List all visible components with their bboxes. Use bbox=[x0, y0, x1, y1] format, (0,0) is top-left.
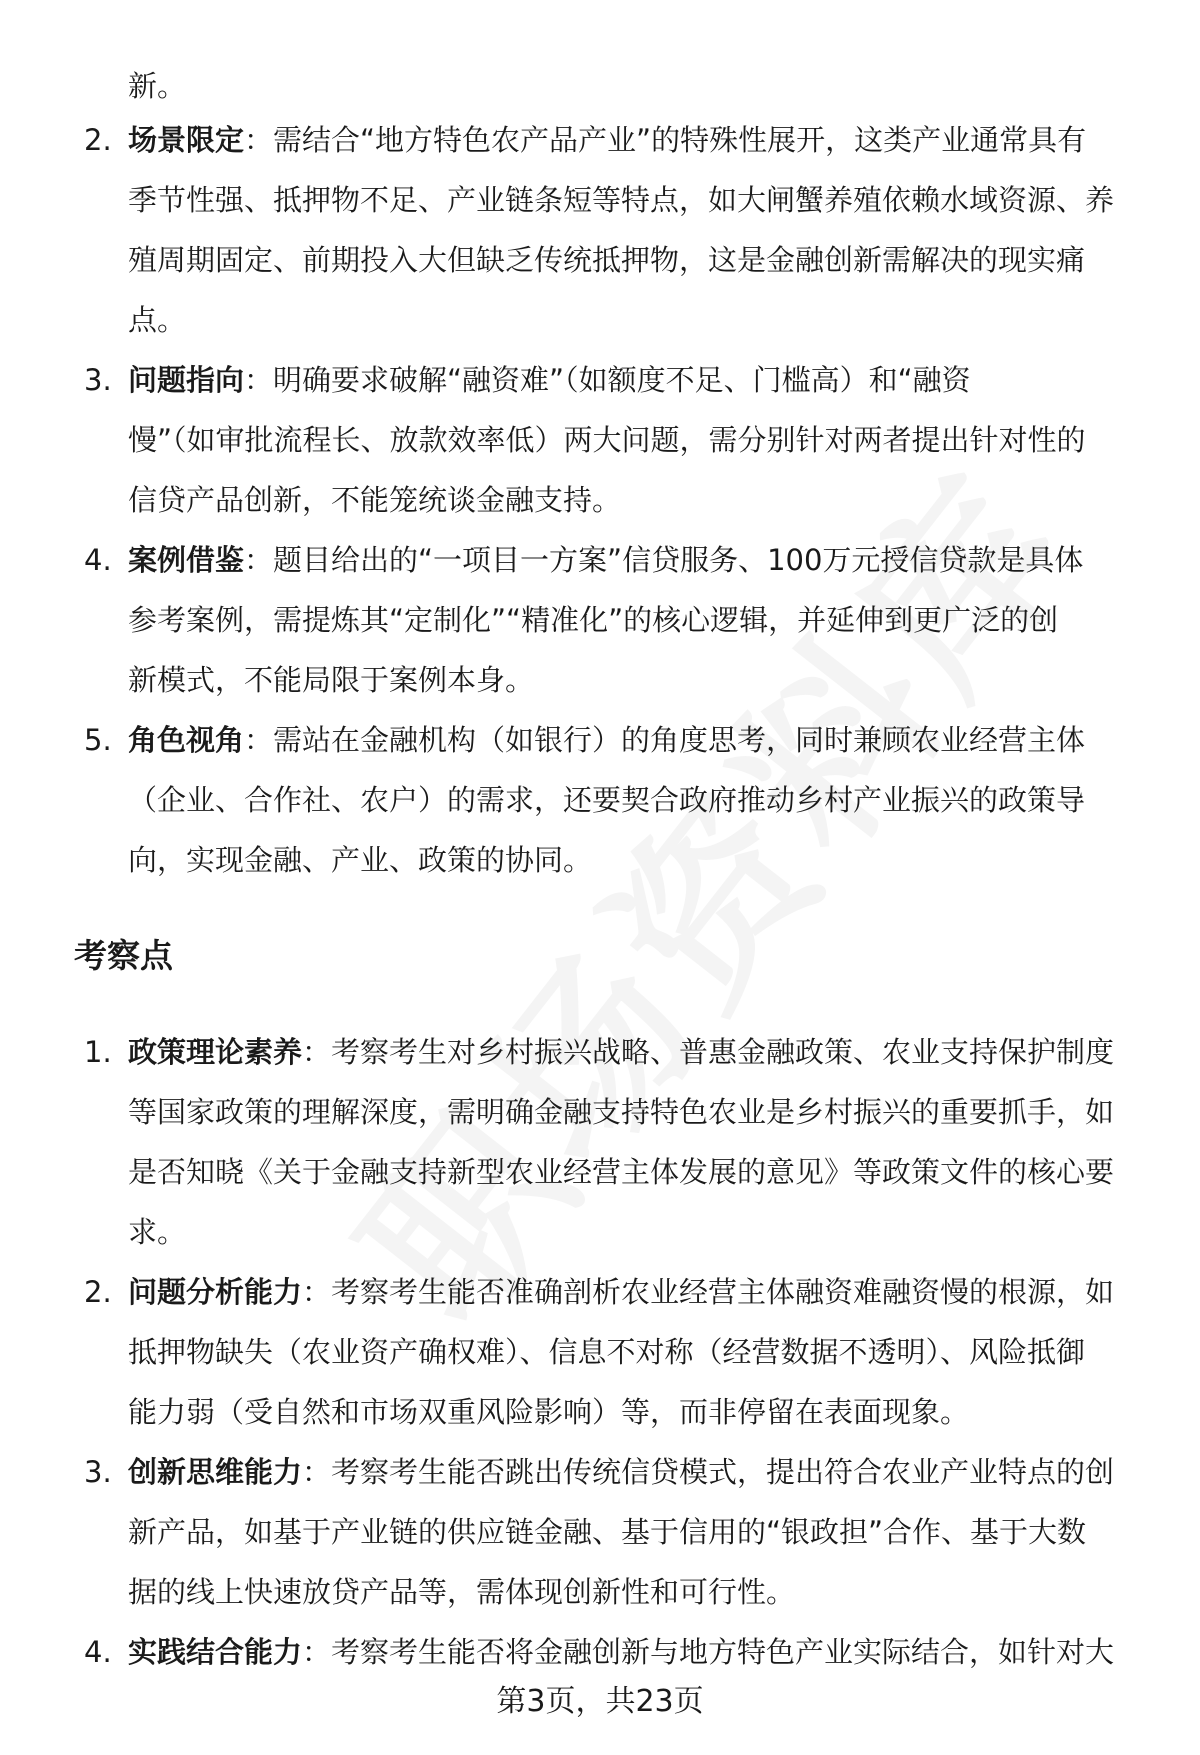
item-term: 问题指向 bbox=[128, 363, 245, 397]
item-separator: ： bbox=[244, 723, 274, 757]
line-text: 明确要求破解“融资难”（如额度不足、门槛高）和“融资 bbox=[273, 363, 971, 397]
list-number: 4. bbox=[84, 543, 112, 577]
paragraph-line bbox=[128, 1262, 1148, 1322]
list-number: 5. bbox=[84, 723, 112, 757]
line-text: （企业、合作社、农户）的需求，还要契合政府推动乡村产业振兴的政策导 bbox=[128, 783, 1086, 817]
line-text: 是否知晓《关于金融支持新型农业经营主体发展的意见》等政策文件的核心要 bbox=[128, 1155, 1115, 1189]
paragraph-line bbox=[128, 470, 1148, 530]
item-separator: ： bbox=[244, 363, 274, 397]
list-number: 2. bbox=[84, 1275, 112, 1309]
list-number: 4. bbox=[84, 1635, 112, 1669]
paragraph-line bbox=[128, 410, 1148, 470]
paragraph-line bbox=[128, 1502, 1148, 1562]
paragraph-line bbox=[128, 530, 1148, 590]
item-separator: ： bbox=[244, 543, 274, 577]
item-term: 创新思维能力 bbox=[128, 1455, 303, 1489]
line-text: 点。 bbox=[128, 303, 187, 337]
line-text: 据的线上快速放贷产品等，需体现创新性和可行性。 bbox=[128, 1575, 796, 1609]
paragraph-line bbox=[128, 710, 1148, 770]
list-item bbox=[84, 530, 1148, 710]
paragraph-line bbox=[128, 1322, 1148, 1382]
item-separator: ： bbox=[302, 1635, 332, 1669]
list-number: 2. bbox=[84, 123, 112, 157]
line-text: 新产品，如基于产业链的供应链金融、基于信用的“银政担”合作、基于大数 bbox=[128, 1515, 1087, 1549]
line-text: 参考案例，需提炼其“定制化”“精准化”的核心逻辑，并延伸到更广泛的创 bbox=[128, 603, 1059, 637]
line-text: 需结合“地方特色农产品产业”的特殊性展开，这类产业通常具有 bbox=[273, 123, 1087, 157]
paragraph-line bbox=[128, 170, 1148, 230]
line-text: 新模式，不能局限于案例本身。 bbox=[128, 663, 535, 697]
list-number: 3. bbox=[84, 1455, 112, 1489]
paragraph-line bbox=[128, 110, 1148, 170]
list-item bbox=[84, 1442, 1148, 1622]
paragraph-line bbox=[128, 770, 1148, 830]
line-text: 考察考生能否将金融创新与地方特色产业实际结合，如针对大 bbox=[331, 1635, 1115, 1669]
line-text: 能力弱（受自然和市场双重风险影响）等，而非停留在表面现象。 bbox=[128, 1395, 970, 1429]
item-term: 场景限定 bbox=[128, 123, 245, 157]
line-text: 季节性强、抵押物不足、产业链条短等特点，如大闸蟹养殖依赖水域资源、养 bbox=[128, 183, 1115, 217]
line-text: 求。 bbox=[128, 1215, 187, 1249]
paragraph-line bbox=[128, 1562, 1148, 1622]
list-item bbox=[84, 1022, 1148, 1262]
item-term: 政策理论素养 bbox=[128, 1035, 303, 1069]
item-separator: ： bbox=[244, 123, 274, 157]
item-separator: ： bbox=[302, 1275, 332, 1309]
list-number: 1. bbox=[84, 1035, 112, 1069]
line-text: 向，实现金融、产业、政策的协同。 bbox=[128, 843, 593, 877]
line-text: 需站在金融机构（如银行）的角度思考，同时兼顾农业经营主体 bbox=[273, 723, 1086, 757]
list-number: 3. bbox=[84, 363, 112, 397]
item-term: 实践结合能力 bbox=[128, 1635, 303, 1669]
paragraph-line bbox=[128, 1382, 1148, 1442]
item-term: 问题分析能力 bbox=[128, 1275, 303, 1309]
exam-points-list bbox=[84, 1022, 1148, 1682]
line-text: 抵押物缺失（农业资产确权难）、信息不对称（经营数据不透明）、风险抵御 bbox=[128, 1335, 1086, 1369]
page-footer: 第3页，共23页 bbox=[496, 1684, 704, 1719]
item-separator: ： bbox=[302, 1035, 332, 1069]
paragraph-line bbox=[128, 290, 1148, 350]
item-term: 案例借鉴 bbox=[128, 543, 245, 577]
paragraph-line bbox=[128, 830, 1148, 890]
line-text: 题目给出的“一项目一方案”信贷服务、100万元授信贷款是具体 bbox=[273, 543, 1084, 577]
paragraph-line: 新。 bbox=[128, 69, 187, 103]
paragraph-line bbox=[128, 1202, 1148, 1262]
item-term: 角色视角 bbox=[128, 723, 245, 757]
line-text: 慢”（如审批流程长、放款效率低）两大问题，需分别针对两者提出针对性的 bbox=[128, 423, 1086, 457]
paragraph-line bbox=[128, 1142, 1148, 1202]
paragraph-line bbox=[128, 230, 1148, 290]
line-text: 信贷产品创新，不能笼统谈金融支持。 bbox=[128, 483, 622, 517]
paragraph-line bbox=[128, 590, 1148, 650]
paragraph-line bbox=[128, 650, 1148, 710]
paragraph-line bbox=[128, 1442, 1148, 1502]
top-fragment bbox=[128, 56, 1148, 116]
line-text: 考察考生对乡村振兴战略、普惠金融政策、农业支持保护制度 bbox=[331, 1035, 1115, 1069]
list-item bbox=[84, 1262, 1148, 1442]
paragraph-line bbox=[128, 1082, 1148, 1142]
section-heading: 考察点 bbox=[74, 936, 173, 975]
line-text: 等国家政策的理解深度，需明确金融支持特色农业是乡村振兴的重要抓手，如 bbox=[128, 1095, 1115, 1129]
item-separator: ： bbox=[302, 1455, 332, 1489]
line-text: 考察考生能否跳出传统信贷模式，提出符合农业产业特点的创 bbox=[331, 1455, 1115, 1489]
list-item bbox=[84, 350, 1148, 530]
paragraph-line bbox=[128, 1022, 1148, 1082]
intro-list bbox=[84, 110, 1148, 890]
line-text: 殖周期固定、前期投入大但缺乏传统抵押物，这是金融创新需解决的现实痛 bbox=[128, 243, 1086, 277]
list-item bbox=[84, 110, 1148, 350]
list-item bbox=[84, 710, 1148, 890]
line-text: 考察考生能否准确剖析农业经营主体融资难融资慢的根源，如 bbox=[331, 1275, 1115, 1309]
paragraph-line bbox=[128, 350, 1148, 410]
